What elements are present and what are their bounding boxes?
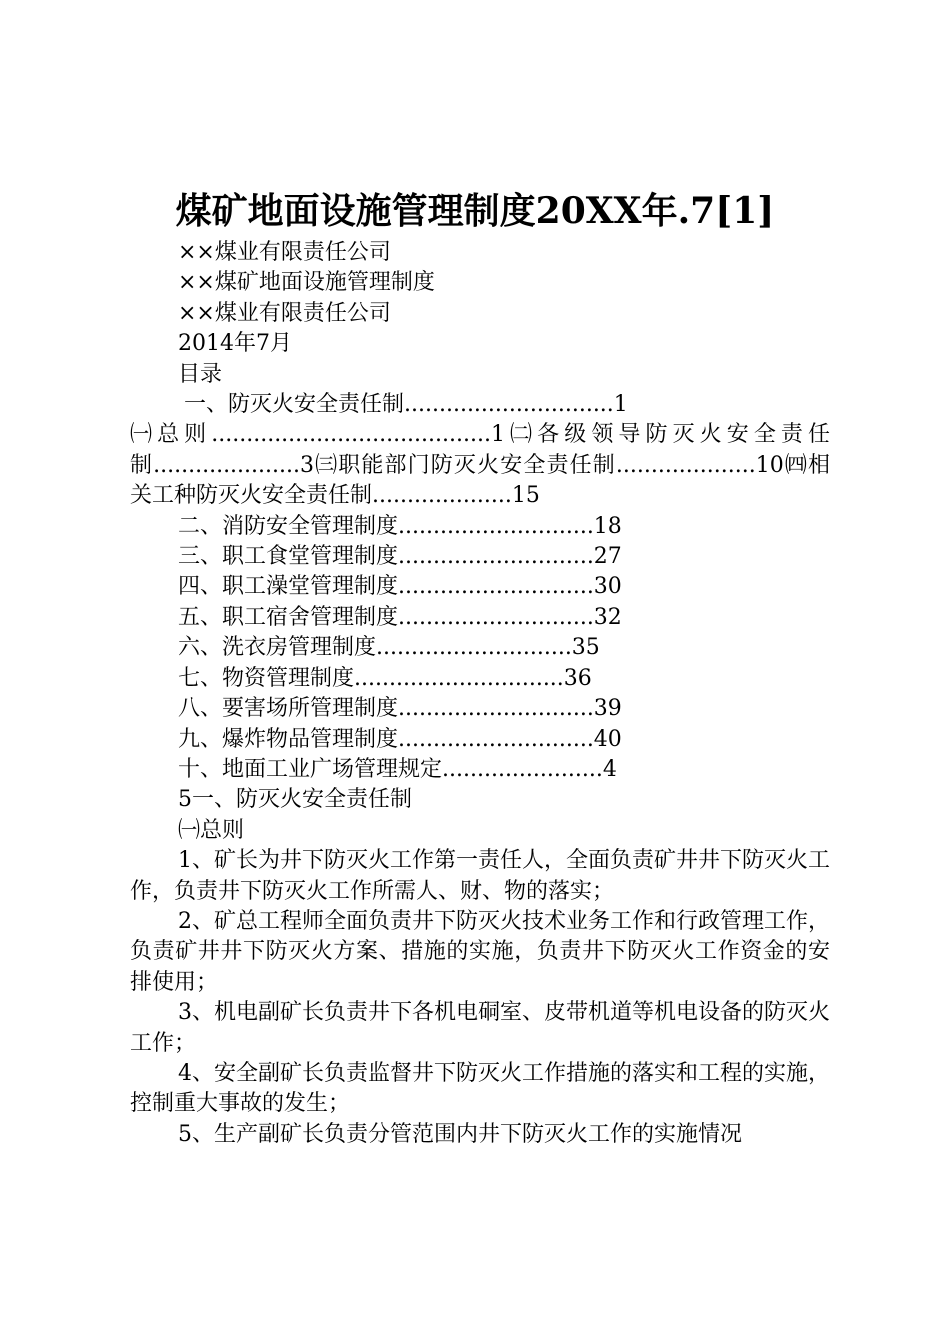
company-name-line-2: ××煤业有限责任公司: [178, 300, 391, 326]
paragraph: 2、矿总工程师全面负责井下防灭火技术业务工作和行政管理工作，负责矿井井下防灭火方案、措施的实施，负责井下防灭火工作资金的安排使用；: [130, 908, 830, 995]
toc-item: 二、消防安全管理制度............................18: [178, 513, 622, 539]
toc-heading: 目录: [178, 361, 223, 387]
toc-item: 九、爆炸物品管理制度............................40: [178, 726, 622, 752]
toc-item: 八、要害场所管理制度............................39: [178, 696, 622, 722]
toc-item: 十、地面工业广场管理规定.......................4: [178, 756, 617, 782]
toc-item: 七、物资管理制度..............................36: [178, 665, 592, 691]
document-title: 煤矿地面设施管理制度20XX年.7[1]: [175, 190, 775, 232]
toc-subitems-block: ㈠总则........................................1㈡各级领导防灭火安全责任制.....................3㈢职能部门防灭火安全责任制....................10㈣相关工种防灭火安全责任制....................15: [130, 422, 830, 509]
subsection-heading: ㈠总则: [178, 817, 245, 843]
company-name-line: ××煤业有限责任公司: [178, 240, 391, 265]
toc-item: 四、职工澡堂管理制度............................30: [178, 574, 622, 600]
paragraph: 3、机电副矿长负责井下各机电硐室、皮带机道等机电设备的防灭火工作；: [130, 1000, 830, 1056]
section-heading: 5一、防灭火安全责任制: [178, 787, 412, 813]
date-line: 2014年7月: [178, 331, 292, 357]
paragraph: 4、安全副矿长负责监督井下防灭火工作措施的落实和工程的实施，控制重大事故的发生；: [130, 1060, 830, 1117]
regulation-name-line: ××煤矿地面设施管理制度: [178, 270, 435, 296]
document-body: [130, 238, 830, 1150]
toc-item: 五、职工宿舍管理制度............................32: [178, 604, 622, 630]
paragraph: 5、生产副矿长负责分管范围内井下防灭火工作的实施情况: [178, 1121, 742, 1147]
toc-item: 六、洗衣房管理制度............................35: [178, 635, 600, 661]
toc-item: 三、职工食堂管理制度............................27: [178, 544, 622, 570]
toc-item-1: 一、防灭火安全责任制..............................1: [184, 392, 628, 418]
paragraph: 1、矿长为井下防灭火工作第一责任人，全面负责矿井井下防灭火工作，负责井下防灭火工作所需人、财、物的落实；: [130, 848, 830, 904]
